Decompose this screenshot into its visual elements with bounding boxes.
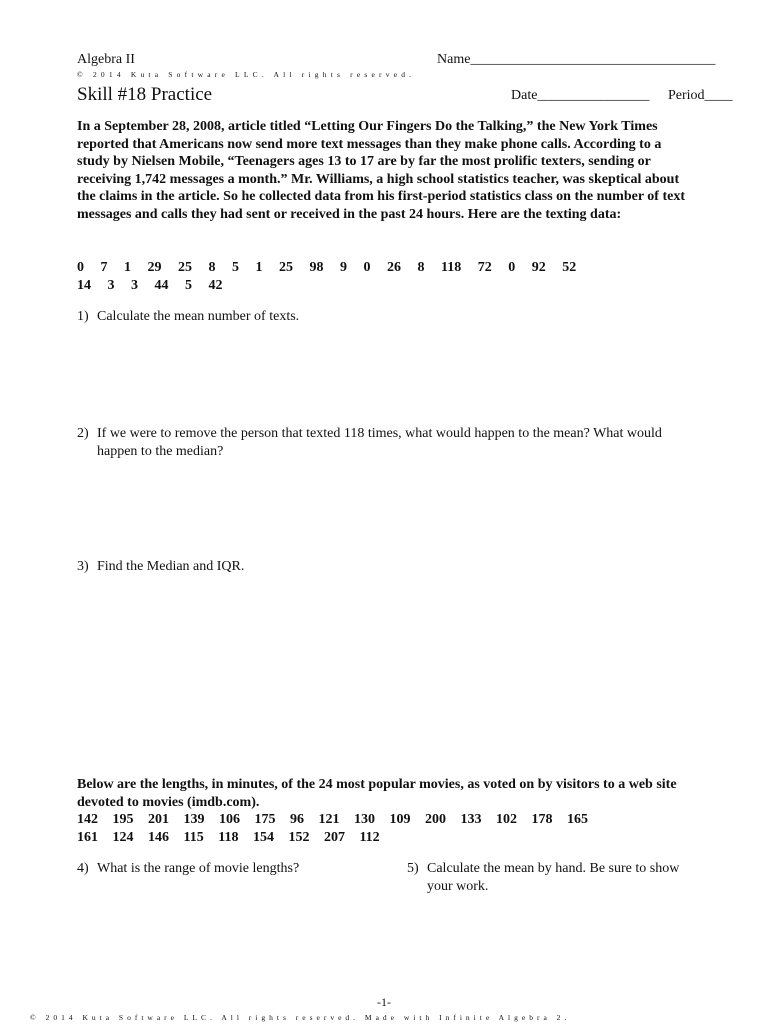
worksheet-title: Skill #18 Practice (77, 84, 213, 105)
movie-data-line-2: 161 124 146 115 118 154 152 207 112 (77, 830, 380, 845)
question-number: 2) (77, 426, 89, 441)
question-text: Calculate the mean by hand. Be sure to show your work. (427, 861, 680, 894)
question-text: Calculate the mean number of texts. (97, 309, 300, 324)
question-2 (77, 425, 677, 460)
question-number: 5) (407, 861, 419, 876)
question-5 (407, 860, 682, 895)
course-name: Algebra II (77, 52, 135, 67)
question-text: If we were to remove the person that texted 118 times, what would happen to the mean? What would happen to the median? (97, 426, 662, 459)
texting-data-line-2: 14 3 3 44 5 42 (77, 278, 223, 293)
question-number: 1) (77, 309, 89, 324)
question-3 (77, 558, 677, 576)
header-copyright: © 2014 Kuta Software LLC. All rights reserved. (77, 70, 416, 79)
question-text: What is the range of movie lengths? (97, 861, 300, 876)
page-number: -1- (377, 995, 391, 1009)
date-field-label: Date________________ (511, 88, 650, 103)
name-field-label: Name___________________________________ (437, 52, 716, 67)
movies-intro-paragraph: Below are the lengths, in minutes, of the 24 most popular movies, as voted on by visitors to a web site devoted to movies (imdb.com). (77, 777, 677, 810)
footer-copyright: © 2014 Kuta Software LLC. All rights reserved. Made with Infinite Algebra 2. (30, 1013, 571, 1022)
question-number: 3) (77, 559, 89, 574)
movie-data-line-1: 142 195 201 139 106 175 96 121 130 109 200 133 102 178 165 (77, 812, 588, 827)
texting-intro-paragraph: In a September 28, 2008, article titled “Letting Our Fingers Do the Talking,” the New York Times reported that Americans now send more text messages than they make phone calls. According to a study by Nielsen Mobile, “Teenagers ages 13 to 17 are by far the most prolific texters, sending or receiving 1,742 messages a month.” Mr. Williams, a high school statistics teacher, was skeptical about the claims in the article. So he collected data from his first-period statistics class on the number of text messages and calls they had sent or received in the past 24 hours. Here are the texting data: (77, 119, 686, 222)
question-1 (77, 308, 677, 326)
question-text: Find the Median and IQR. (97, 559, 245, 574)
period-field-label: Period____ (668, 88, 733, 103)
texting-data-line-1: 0 7 1 29 25 8 5 1 25 98 9 0 26 8 118 72 0 92 52 (77, 260, 577, 275)
question-number: 4) (77, 861, 89, 876)
question-4 (77, 860, 377, 878)
